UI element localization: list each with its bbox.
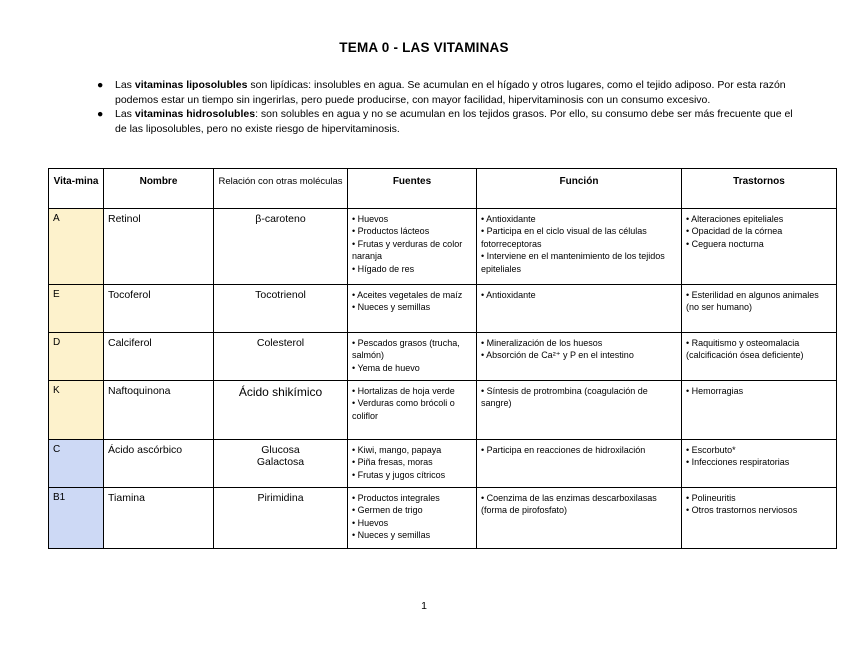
vitamin-disorders: [682, 440, 837, 488]
relation-molecule: Pirimidina: [257, 492, 304, 504]
vitamins-table: [48, 168, 837, 549]
table-row: [49, 285, 837, 333]
function-item: • Participa en el ciclo visual de las células fotorreceptoras: [481, 226, 647, 249]
vitamin-name: Ácido ascórbico: [104, 440, 214, 488]
vitamin-function: [477, 488, 682, 549]
source-item: • Yema de huevo: [352, 362, 420, 373]
header-vitamin: Vita-mina: [49, 169, 104, 209]
disorder-item: • Esterilidad en algunos animales (no ser humano): [686, 290, 819, 313]
header-name: Nombre: [104, 169, 214, 209]
vitamin-code: D: [49, 333, 104, 381]
disorder-item: • Otros trastornos nerviosos: [686, 505, 798, 516]
vitamin-function: [477, 285, 682, 333]
header-disorders: Trastornos: [682, 169, 837, 209]
vitamin-relation: [214, 285, 348, 333]
table-header-row: [49, 169, 837, 209]
vitamin-sources: [348, 440, 477, 488]
table-row: [49, 381, 837, 440]
header-function: Función: [477, 169, 682, 209]
disorder-item: • Hemorragias: [686, 386, 744, 396]
disorder-item: • Escorbuto*: [686, 445, 736, 455]
bullet-bold-term: vitaminas liposolubles: [134, 79, 248, 91]
source-item: • Piña fresas, moras: [352, 457, 433, 468]
relation-molecule: β-caroteno: [255, 213, 306, 225]
vitamin-name: Tiamina: [104, 488, 214, 549]
vitamin-code: C: [49, 440, 104, 488]
function-item: • Interviene en el mantenimiento de los tejidos epiteliales: [481, 251, 665, 274]
vitamin-relation: [214, 209, 348, 285]
relation-molecule: Ácido shikímico: [238, 385, 323, 399]
function-item: • Participa en reacciones de hidroxilación: [481, 445, 646, 455]
vitamin-code: K: [49, 381, 104, 440]
disorder-item: • Ceguera nocturna: [686, 238, 764, 249]
bullet-text: : son solubles en agua y no se acumulan en los tejidos grasos. Por ello, su consumo debe ser más frecuente que el de las liposolubles, pero no existe riesgo de hipervitaminosis.: [115, 108, 793, 135]
bullet-dot-icon: ●: [97, 108, 104, 120]
vitamin-function: [477, 333, 682, 381]
vitamin-relation: [214, 333, 348, 381]
bullet-liposolubles: [97, 78, 797, 107]
vitamin-function: [477, 381, 682, 440]
vitamin-name: Naftoquinona: [104, 381, 214, 440]
bullet-hidrosolubles: [97, 107, 797, 136]
table-row: [49, 333, 837, 381]
vitamin-relation: [214, 488, 348, 549]
source-item: • Verduras como brócoli o coliflor: [352, 398, 455, 421]
header-relation: Relación con otras moléculas: [214, 169, 348, 209]
vitamin-name: Calciferol: [104, 333, 214, 381]
source-item: • Nueces y semillas: [352, 530, 431, 541]
page-number: 1: [421, 600, 427, 612]
disorder-item: • Alteraciones epiteliales: [686, 214, 784, 224]
header-sources: Fuentes: [348, 169, 477, 209]
bullet-dot-icon: ●: [97, 79, 104, 91]
table-row: [49, 209, 837, 285]
vitamin-disorders: [682, 333, 837, 381]
source-item: • Kiwi, mango, papaya: [352, 445, 442, 455]
source-item: • Frutas y verduras de color naranja: [352, 238, 463, 262]
table-body: [49, 209, 837, 549]
source-item: • Nueces y semillas: [352, 302, 431, 313]
bullet-bold-term: vitaminas hidrosolubles: [134, 108, 256, 120]
function-item: • Absorción de Ca²⁺ y P en el intestino: [481, 350, 634, 361]
disorder-item: • Opacidad de la córnea: [686, 226, 783, 237]
vitamin-relation: [214, 440, 348, 488]
source-item: • Hígado de res: [352, 263, 415, 274]
relation-molecule: Tocotrienol: [255, 289, 306, 301]
relation-molecule: Glucosa: [261, 444, 300, 456]
source-item: • Frutas y jugos cítricos: [352, 469, 446, 480]
vitamin-sources: [348, 209, 477, 285]
vitamin-name: Tocoferol: [104, 285, 214, 333]
vitamin-function: [477, 209, 682, 285]
vitamin-sources: [348, 333, 477, 381]
vitamin-sources: [348, 488, 477, 549]
source-item: • Productos integrales: [352, 493, 440, 503]
vitamin-function: [477, 440, 682, 488]
relation-molecule: Colesterol: [256, 337, 305, 349]
bullet-text: son lipídicas: insolubles en agua. Se acumulan en el hígado y otros lugares, como el tejido adiposo. Por esta razón podemos estar un tiempo sin ingerirlas, pero puede producirse, con mayor facilidad, hipervitaminosis con un consumo excesivo.: [115, 79, 786, 106]
vitamin-name: Retinol: [104, 209, 214, 285]
source-item: • Pescados grasos (trucha, salmón): [352, 338, 460, 361]
disorder-item: • Infecciones respiratorias: [686, 457, 790, 468]
table-row: [49, 488, 837, 549]
function-item: • Antioxidante: [481, 214, 536, 224]
intro-bullets: [97, 78, 797, 136]
table-row: [49, 440, 837, 488]
source-item: • Hortalizas de hoja verde: [352, 386, 455, 396]
source-item: • Huevos: [352, 214, 389, 224]
vitamin-sources: [348, 381, 477, 440]
relation-molecule: Galactosa: [256, 456, 305, 468]
vitamin-code: B1: [49, 488, 104, 549]
bullet-prefix: Las: [115, 108, 135, 120]
function-item: • Antioxidante: [481, 290, 536, 300]
vitamin-disorders: [682, 381, 837, 440]
disorder-item: • Polineuritis: [686, 493, 736, 503]
bullet-prefix: Las: [115, 79, 135, 91]
vitamin-code: A: [49, 209, 104, 285]
function-item: • Síntesis de protrombina (coagulación de sangre): [481, 386, 648, 409]
source-item: • Aceites vegetales de maíz: [352, 290, 463, 300]
vitamin-relation: [214, 381, 348, 440]
function-item: • Coenzima de las enzimas descarboxilasas (forma de pirofosfato): [481, 493, 657, 516]
page-title: TEMA 0 - LAS VITAMINAS: [339, 40, 509, 55]
source-item: • Huevos: [352, 517, 389, 528]
vitamin-code: E: [49, 285, 104, 333]
disorder-item: • Raquitismo y osteomalacia (calcificación ósea deficiente): [686, 338, 804, 361]
vitamin-disorders: [682, 285, 837, 333]
vitamin-disorders: [682, 488, 837, 549]
vitamin-sources: [348, 285, 477, 333]
vitamin-disorders: [682, 209, 837, 285]
function-item: • Mineralización de los huesos: [481, 338, 603, 348]
source-item: • Productos lácteos: [352, 226, 430, 237]
source-item: • Germen de trigo: [352, 505, 423, 516]
